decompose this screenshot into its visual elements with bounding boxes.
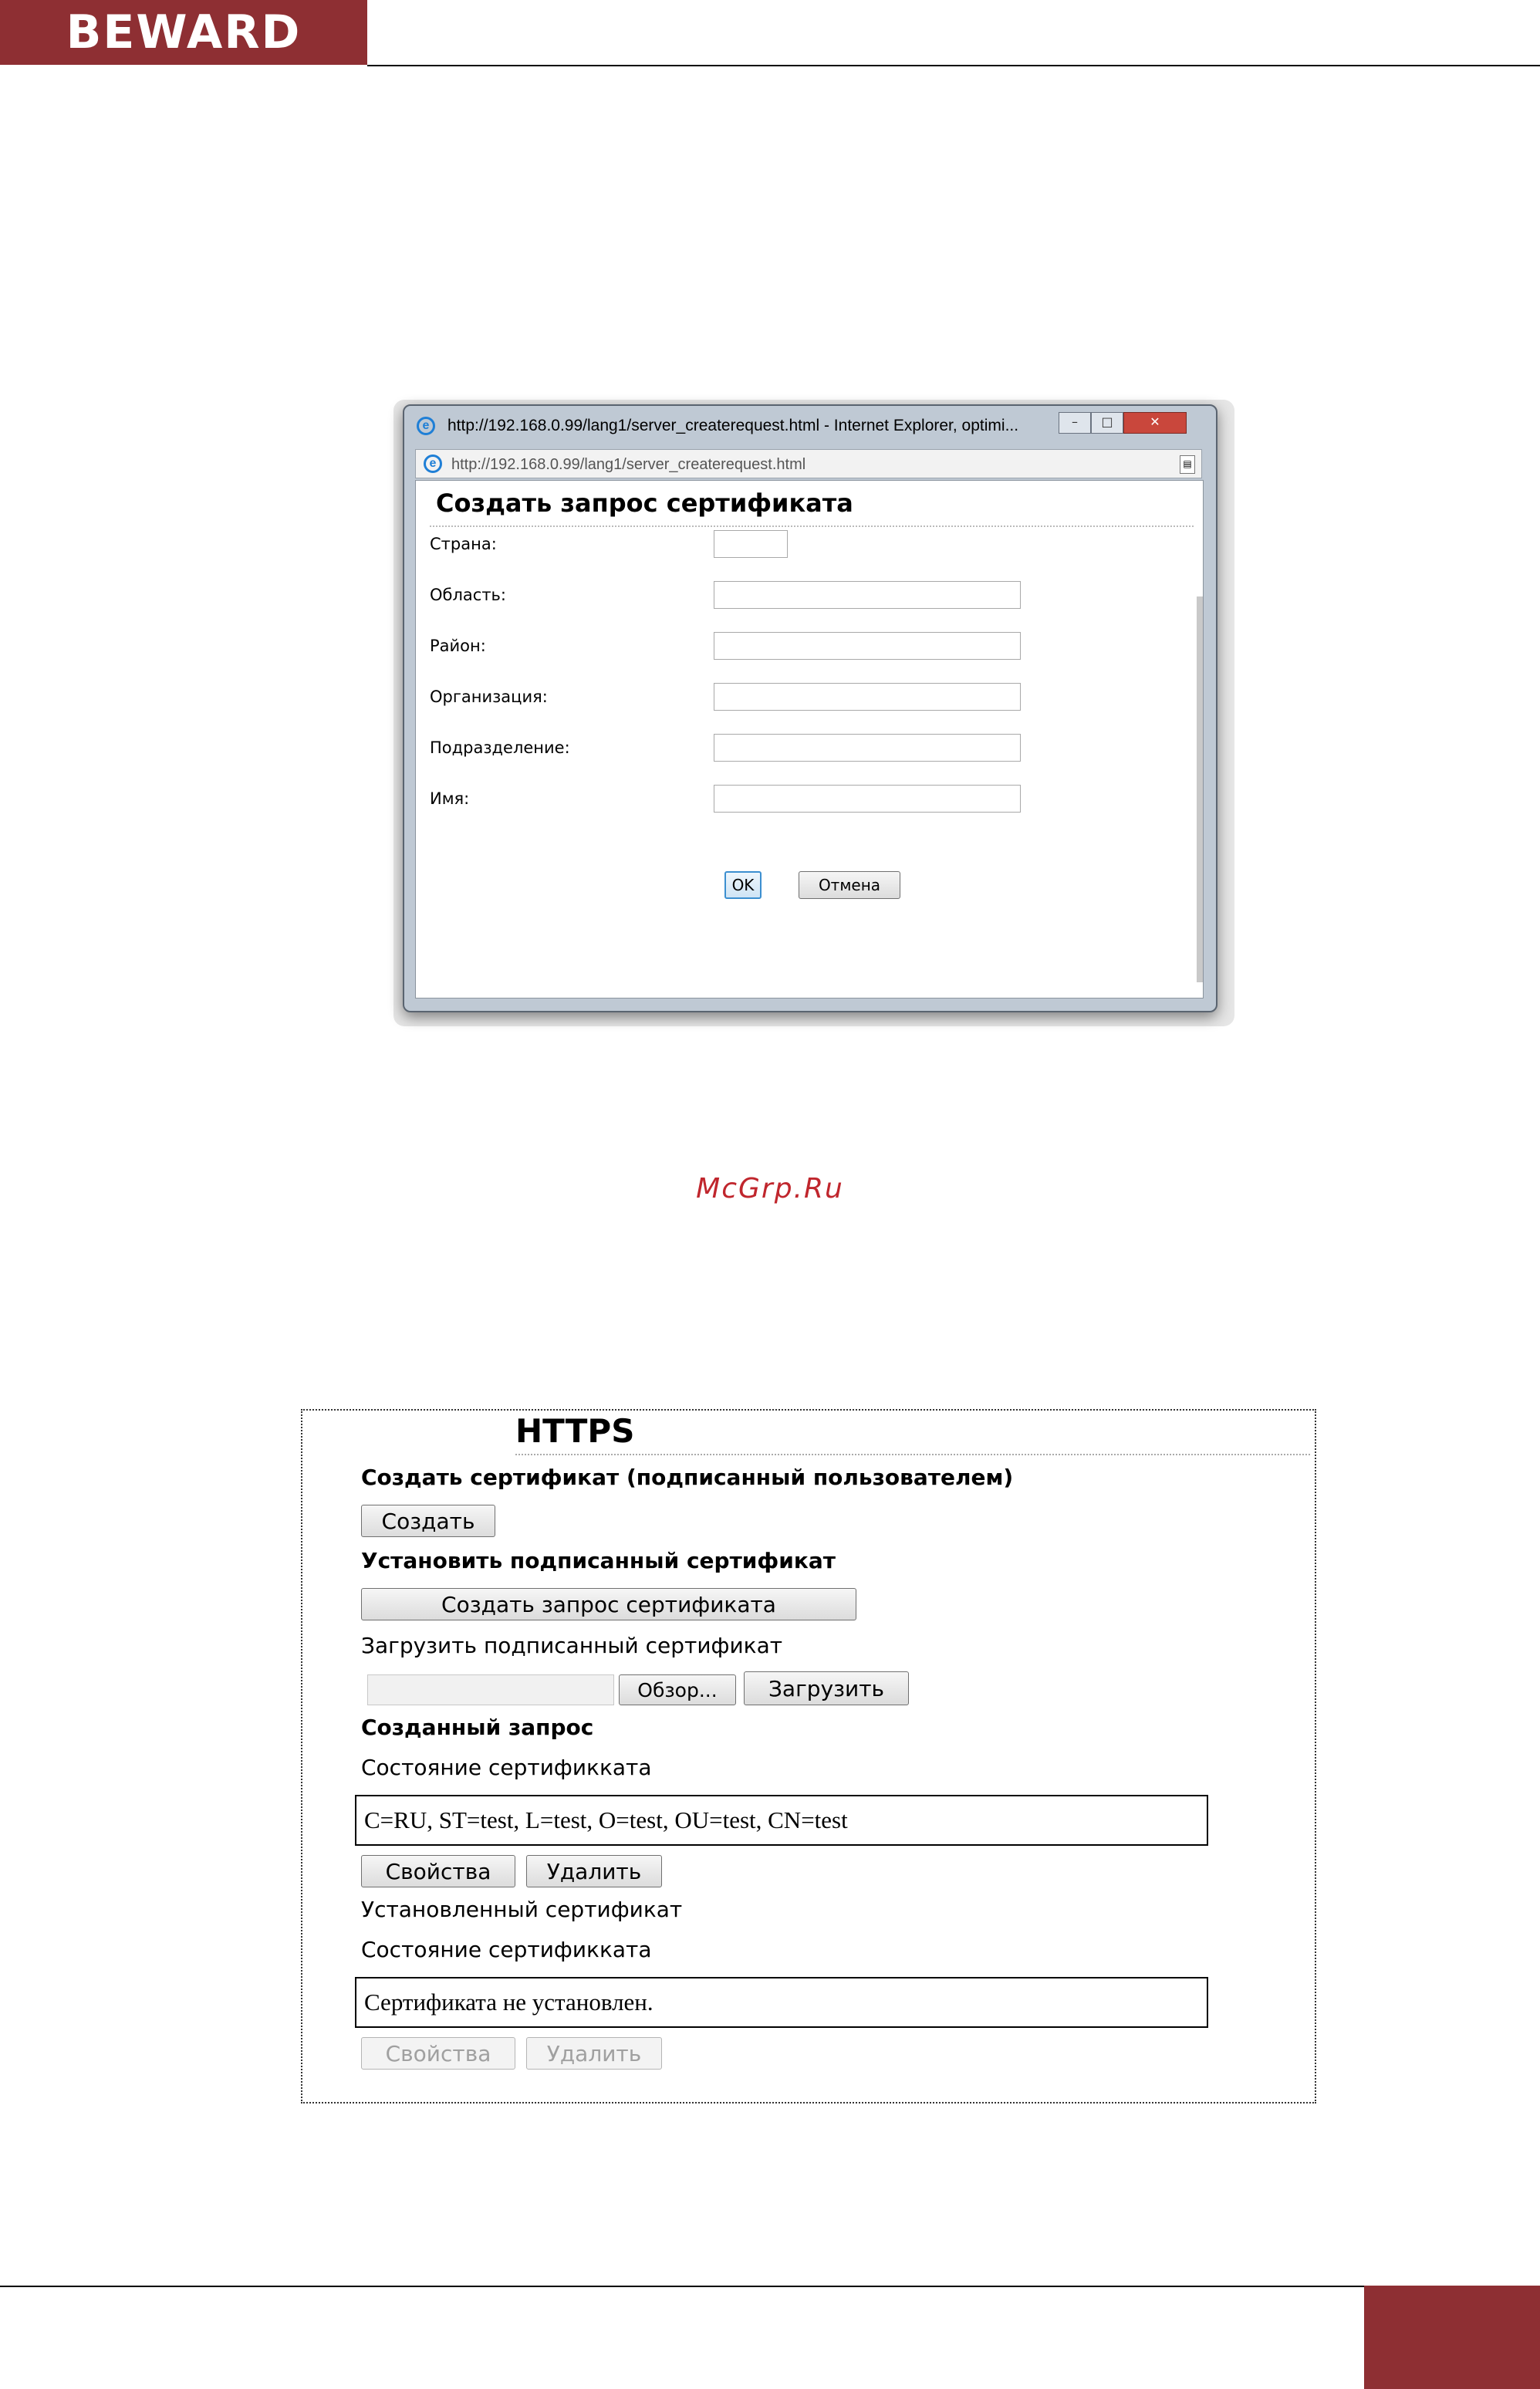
title-divider: [430, 525, 1194, 527]
district-label: Район:: [430, 637, 486, 655]
organization-label: Организация:: [430, 688, 548, 706]
organization-input[interactable]: [714, 683, 1021, 711]
district-input[interactable]: [714, 632, 1021, 660]
internet-explorer-icon: e: [424, 454, 442, 473]
create-certificate-heading: Создать сертификат (подписанный пользователем): [361, 1465, 1014, 1490]
installed-delete-button[interactable]: Удалить: [526, 2037, 662, 2070]
address-bar[interactable]: [415, 449, 1202, 478]
region-input[interactable]: [714, 581, 1021, 609]
beward-logo: BEWARD: [0, 0, 367, 65]
close-button[interactable]: ✕: [1123, 412, 1187, 434]
footer-page-tab: [1364, 2286, 1540, 2389]
country-input[interactable]: [714, 530, 788, 558]
minimize-button[interactable]: –: [1059, 412, 1091, 434]
cancel-button[interactable]: Отмена: [799, 871, 900, 899]
installed-certificate-label: Установленный сертификат: [361, 1897, 683, 1922]
request-properties-button[interactable]: Свойства: [361, 1855, 515, 1887]
internet-explorer-icon: e: [417, 417, 435, 435]
window-title: http://192.168.0.99/lang1/server_createrequest.html - Internet Explorer, optimi...: [447, 417, 1019, 434]
request-delete-button[interactable]: Удалить: [526, 1855, 662, 1887]
https-title: HTTPS: [515, 1412, 635, 1450]
browser-popup-window: [403, 404, 1217, 1012]
created-request-heading: Созданный запрос: [361, 1715, 594, 1740]
page-title: Создать запрос сертификата: [436, 488, 853, 518]
window-controls: [1059, 412, 1187, 434]
name-label: Имя:: [430, 789, 470, 808]
country-label: Страна:: [430, 535, 497, 553]
title-divider: [515, 1454, 1310, 1455]
create-button[interactable]: Создать: [361, 1505, 495, 1537]
department-label: Подразделение:: [430, 738, 570, 757]
browse-button[interactable]: Обзор...: [619, 1674, 736, 1705]
install-signed-heading: Установить подписанный сертификат: [361, 1548, 836, 1573]
window-titlebar[interactable]: [404, 406, 1216, 448]
page-icon[interactable]: ▤: [1180, 455, 1195, 474]
installed-properties-button[interactable]: Свойства: [361, 2037, 515, 2070]
request-status-value: C=RU, ST=test, L=test, O=test, OU=test, CN=test: [355, 1795, 1208, 1846]
ok-button[interactable]: OK: [724, 871, 762, 899]
header-rule: [367, 65, 1540, 66]
installed-status-label: Состояние сертификката: [361, 1937, 652, 1962]
footer-rule: [0, 2286, 1364, 2287]
watermark: McGrp.Ru: [696, 1173, 844, 1205]
file-path-field[interactable]: [367, 1674, 614, 1705]
upload-button[interactable]: Загрузить: [744, 1671, 909, 1705]
upload-signed-label: Загрузить подписанный сертификат: [361, 1633, 783, 1658]
address-url: http://192.168.0.99/lang1/server_createrequest.html: [451, 456, 806, 473]
https-settings-panel: [301, 1409, 1316, 2103]
region-label: Область:: [430, 586, 507, 604]
maximize-button[interactable]: □: [1091, 412, 1123, 434]
popup-content: [415, 480, 1204, 999]
installed-status-value: Сертификата не установлен.: [355, 1977, 1208, 2028]
request-status-label: Состояние сертификката: [361, 1755, 652, 1780]
scrollbar[interactable]: [1197, 596, 1203, 982]
name-input[interactable]: [714, 785, 1021, 813]
department-input[interactable]: [714, 734, 1021, 762]
create-request-button[interactable]: Создать запрос сертификата: [361, 1588, 856, 1620]
